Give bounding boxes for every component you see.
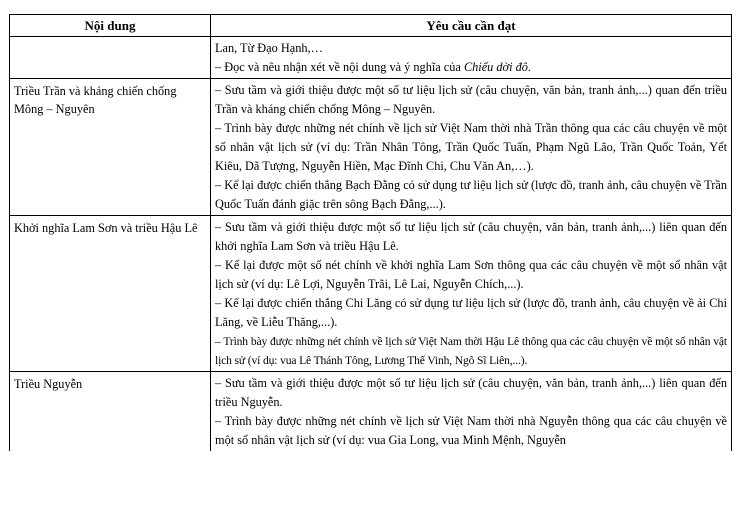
- requirement-item: – Trình bày được những nét chính về lịch sử Việt Nam thời nhà Nguyễn thông qua các câu chuyện về một số nhân vật lịch sử (ví dụ: vua Gia Long, vua Minh Mệnh, Nguyễn: [215, 414, 727, 447]
- topic-cell: Khởi nghĩa Lam Sơn và triều Hậu Lê: [10, 216, 211, 372]
- requirement-item-with-title: – Đọc và nêu nhận xét về nội dung và ý nghĩa của Chiếu dời đô.: [215, 60, 531, 74]
- table-header-row: [10, 15, 732, 37]
- requirement-item: – Sưu tầm và giới thiệu được một số tư liệu lịch sử (câu chuyện, văn bản, tranh ảnh,...) liên quan đến khởi nghĩa Lam Sơn và triều Hậu Lê.: [215, 220, 727, 253]
- table-row: [10, 37, 732, 79]
- requirement-item: – Trình bày được những nét chính về lịch sử Việt Nam thời Hậu Lê thông qua các câu chuyện về một số nhân vật lịch sử (ví dụ: vua Lê Thánh Tông, Lương Thế Vinh, Ngô Sĩ Liên,...).: [215, 335, 727, 367]
- topic-cell: Triều Trần và kháng chiến chống Mông – Nguyên: [10, 79, 211, 216]
- requirement-item: Lan, Từ Đạo Hạnh,…: [215, 41, 323, 55]
- table-row: [10, 372, 732, 452]
- table-row: [10, 216, 732, 372]
- decree-title: Chiếu dời đô: [463, 60, 528, 74]
- requirement-item: – Kể lại được chiến thắng Bạch Đằng có sử dụng tư liệu lịch sử (lược đồ, tranh ảnh, câu chuyện về Trần Quốc Tuấn đánh giặc trên sông Bạch Đằng,...).: [215, 178, 727, 211]
- requirement-item: – Sưu tầm và giới thiệu được một số tư liệu lịch sử (câu chuyện, văn bản, tranh ảnh,...) liên quan đến triều Nguyễn.: [215, 376, 727, 409]
- topic-cell: Triều Nguyễn: [10, 372, 211, 452]
- header-content: Nội dung: [10, 15, 211, 37]
- requirement-item: – Trình bày được những nét chính về lịch sử Việt Nam thời nhà Trần thông qua các câu chuyện về một số nhân vật lịch sử (ví dụ: Trần Nhân Tông, Trần Quốc Tuấn, Phạm Ngũ Lão, Trần Quốc Toản, Yết Kiêu, Dã Tượng, Nguyễn Hiền, Mạc Đĩnh Chi, Chu Văn An,…).: [215, 121, 727, 173]
- requirement-item: – Kể lại được một số nét chính về khởi nghĩa Lam Sơn thông qua các câu chuyện về một số nhân vật lịch sử (ví dụ: Lê Lợi, Nguyễn Trãi, Lê Lai, Nguyễn Chích,...).: [215, 258, 727, 291]
- header-requirements: Yêu cầu cần đạt: [211, 15, 732, 37]
- requirement-item: – Kể lại được chiến thắng Chi Lăng có sử dụng tư liệu lịch sử (lược đồ, tranh ảnh, câu chuyện về ải Chi Lăng, về Liễu Thăng,...).: [215, 296, 727, 329]
- table-row: [10, 79, 732, 216]
- requirements-cell: [211, 79, 732, 216]
- curriculum-table: [9, 14, 732, 451]
- requirement-item: – Sưu tầm và giới thiệu được một số tư liệu lịch sử (câu chuyện, văn bản, tranh ảnh,...) quan đến triều Trần và kháng chiến chống Mông – Nguyên.: [215, 83, 727, 116]
- requirements-cell: [211, 37, 732, 79]
- requirement-item: [215, 58, 727, 77]
- requirements-cell: [211, 216, 732, 372]
- topic-cell: [10, 37, 211, 79]
- requirements-cell: [211, 372, 732, 452]
